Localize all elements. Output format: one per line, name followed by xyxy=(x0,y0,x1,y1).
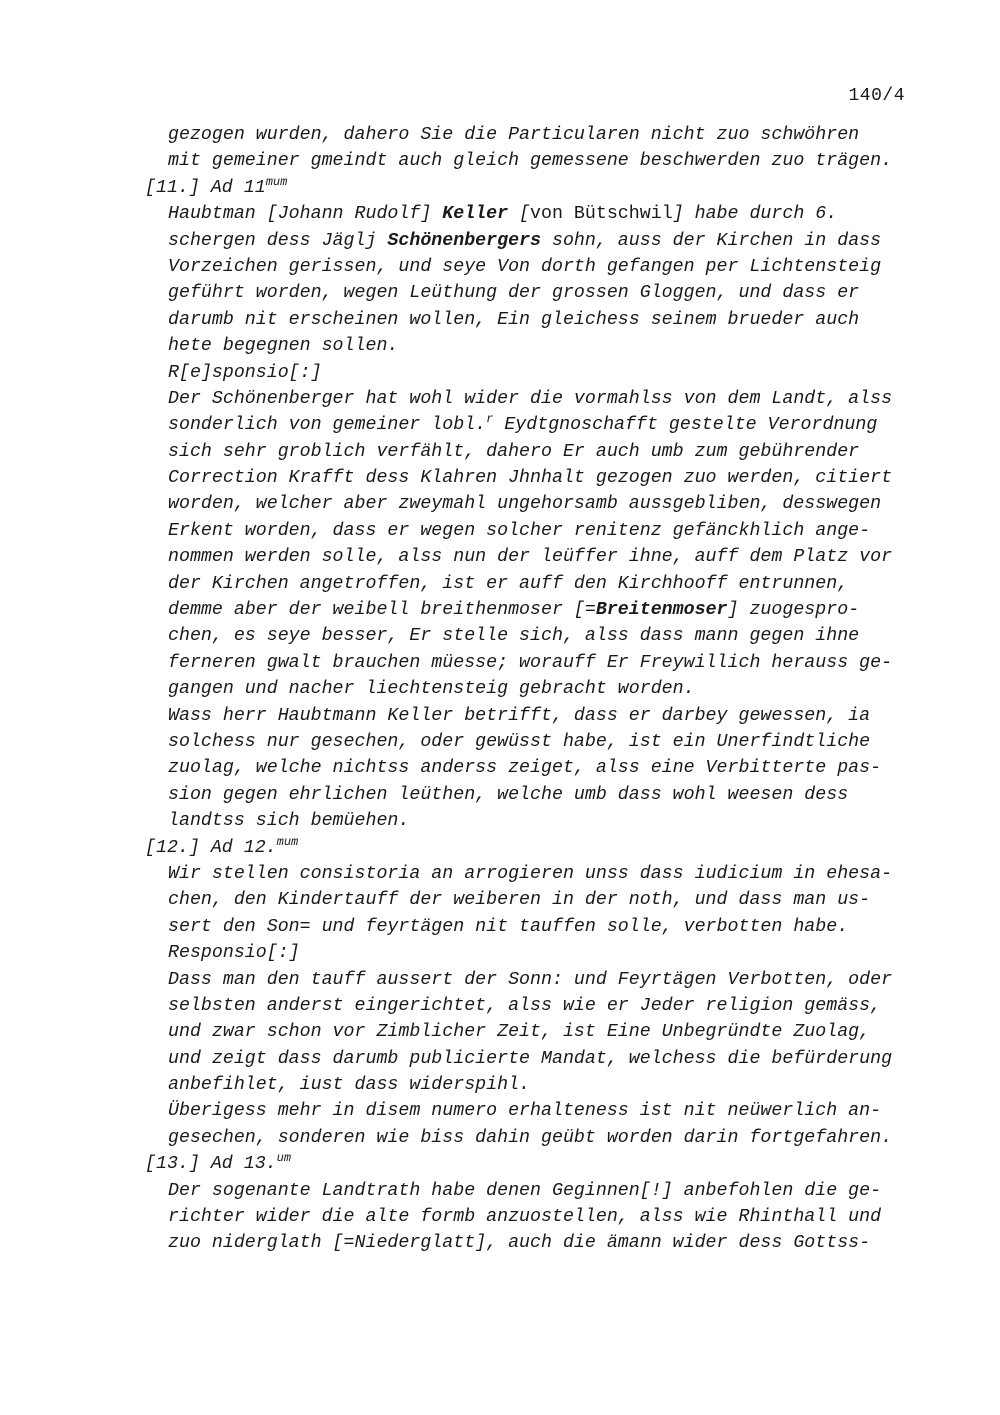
text-line xyxy=(0,412,1000,438)
text-line: darumb nit erscheinen wollen, Ein gleichess seinem brueder auch xyxy=(168,309,860,330)
section-heading-13 xyxy=(0,1151,1000,1177)
heading-text: [13.] Ad 13. xyxy=(145,1154,277,1175)
text-line: Erkent worden, dass er wegen solcher renitenz gefänckhlich ange- xyxy=(168,520,871,541)
text-line: Wass herr Haubtmann Keller betrifft, dass er darbey gewessen, ia xyxy=(168,705,871,726)
text-line xyxy=(0,201,1000,227)
heading-superscript: mum xyxy=(265,174,288,189)
text-line: chen, es seye besser, Er stelle sich, alss dass mann gegen ihne xyxy=(168,626,860,647)
name-keller: Keller xyxy=(442,204,509,225)
responsio-label: R[e]sponsio[:] xyxy=(168,362,322,383)
text-line: zuolag, welche nichtss anderss zeiget, alss eine Verbitterte pas- xyxy=(168,758,882,779)
name-breitenmoser: Breitenmoser xyxy=(595,600,728,621)
text-line: chen, den Kindertauff der weiberen in der noth, und dass man us- xyxy=(168,890,871,911)
transcription-body xyxy=(0,122,1000,1257)
section-heading-11 xyxy=(0,175,1000,201)
text-line: richter wider die alte formb anzuostellen, alss wie Rhinthall und xyxy=(168,1207,882,1228)
text-line: sion gegen ehrlichen leüthen, welche umb dass wohl weesen dess xyxy=(168,784,849,805)
text-line xyxy=(0,228,1000,254)
text-line: Dass man den tauff aussert der Sonn: und Feyrtägen Verbotten, oder xyxy=(168,969,893,990)
text-line: zuo niderglath [=Niederglatt], auch die ämann wider dess Gottss- xyxy=(168,1233,871,1254)
text-line: Der Schönenberger hat wohl wider die vormahlss von dem Landt, alss xyxy=(168,388,893,409)
text-segment: Haubtman [Johann Rudolf] xyxy=(168,204,443,225)
text-line: und zeigt dass darumb publicierte Mandat, welchess die befürderung xyxy=(168,1048,893,1069)
name-schoenenbergers: Schönenbergers xyxy=(387,230,542,251)
text-line: und zwar schon vor Zimblicher Zeit, ist Eine Unbegründte Zuolag, xyxy=(168,1022,871,1043)
text-line: ferneren gwalt brauchen müesse; worauff Er Freywillich herauss ge- xyxy=(168,652,893,673)
heading-text: [12.] Ad 12. xyxy=(145,837,277,858)
text-line: Correction Krafft dess Klahren Jhnhalt gezogen zuo werden, citiert xyxy=(168,468,893,489)
text-line: Der sogenante Landtrath habe denen Geginnen[!] anbefohlen die ge- xyxy=(168,1180,882,1201)
text-line: Überigess mehr in disem numero erhalteness ist nit neüwerlich an- xyxy=(168,1101,882,1122)
section-heading-12 xyxy=(0,835,1000,861)
page-number: 140/4 xyxy=(848,86,905,106)
text-line: Wir stellen consistoria an arrogieren unss dass iudicium in ehesa- xyxy=(168,863,893,884)
text-line: anbefihlet, iust dass widerspihl. xyxy=(168,1075,531,1096)
text-line: geführt worden, wegen Leüthung der grossen Gloggen, und dass er xyxy=(168,283,860,304)
text-line: worden, welcher aber zweymahl ungehorsamb aussgebliben, desswegen xyxy=(168,494,882,515)
text-line: nommen werden solle, alss nun der leüffer ihne, auff dem Platz vor xyxy=(168,547,893,568)
text-segment: [ xyxy=(508,204,531,225)
text-line: hete begegnen sollen. xyxy=(168,336,399,357)
text-line: solchess nur gesechen, oder gewüsst habe, ist ein Unerfindtliche xyxy=(168,731,871,752)
text-line: landtss sich bemüehen. xyxy=(168,811,410,832)
heading-superscript: um xyxy=(276,1151,292,1166)
text-line: gezogen wurden, dahero Sie die Particularen nicht zuo schwöhren xyxy=(168,125,860,145)
text-line: Vorzeichen gerissen, und seye Von dorth gefangen per Lichtensteig xyxy=(168,256,882,277)
text-line: sert den Son= und feyrtägen nit tauffen solle, verbotten habe. xyxy=(168,916,849,937)
text-line: der Kirchen angetroffen, ist er auff den Kirchhooff entrunnen, xyxy=(168,573,849,594)
text-line: gangen und nacher liechtensteig gebracht worden. xyxy=(168,679,695,700)
text-segment: ] habe durch 6. xyxy=(672,204,838,225)
superscript: r xyxy=(486,412,494,427)
heading-text: [11.] Ad 11 xyxy=(145,177,266,198)
text-segment: demme aber der weibell breithenmoser [= xyxy=(168,600,596,621)
text-segment: sonderlich von gemeiner lobl. xyxy=(168,415,487,436)
heading-superscript: mum xyxy=(276,834,299,849)
text-segment: ] zuogespro- xyxy=(727,600,860,621)
text-line: gesechen, sonderen wie biss dahin geübt worden darin fortgefahren. xyxy=(168,1127,893,1148)
text-line: mit gemeiner gmeindt auch gleich gemessene beschwerden zuo trägen. xyxy=(168,151,893,172)
text-segment: schergen dess Jäglj xyxy=(168,230,388,251)
text-line: selbsten anderst eingerichtet, alss wie er Jeder religion gemäss, xyxy=(168,995,882,1016)
place-annotation: von Bütschwil xyxy=(530,204,673,225)
text-segment: sohn, auss der Kirchen in dass xyxy=(541,230,882,251)
responsio-label: Responsio[:] xyxy=(168,943,300,964)
text-line: sich sehr groblich verfählt, dahero Er auch umb zum gebührender xyxy=(168,441,860,462)
text-segment: Eydtgnoschafft gestelte Verordnung xyxy=(493,415,878,436)
text-line xyxy=(0,597,1000,623)
